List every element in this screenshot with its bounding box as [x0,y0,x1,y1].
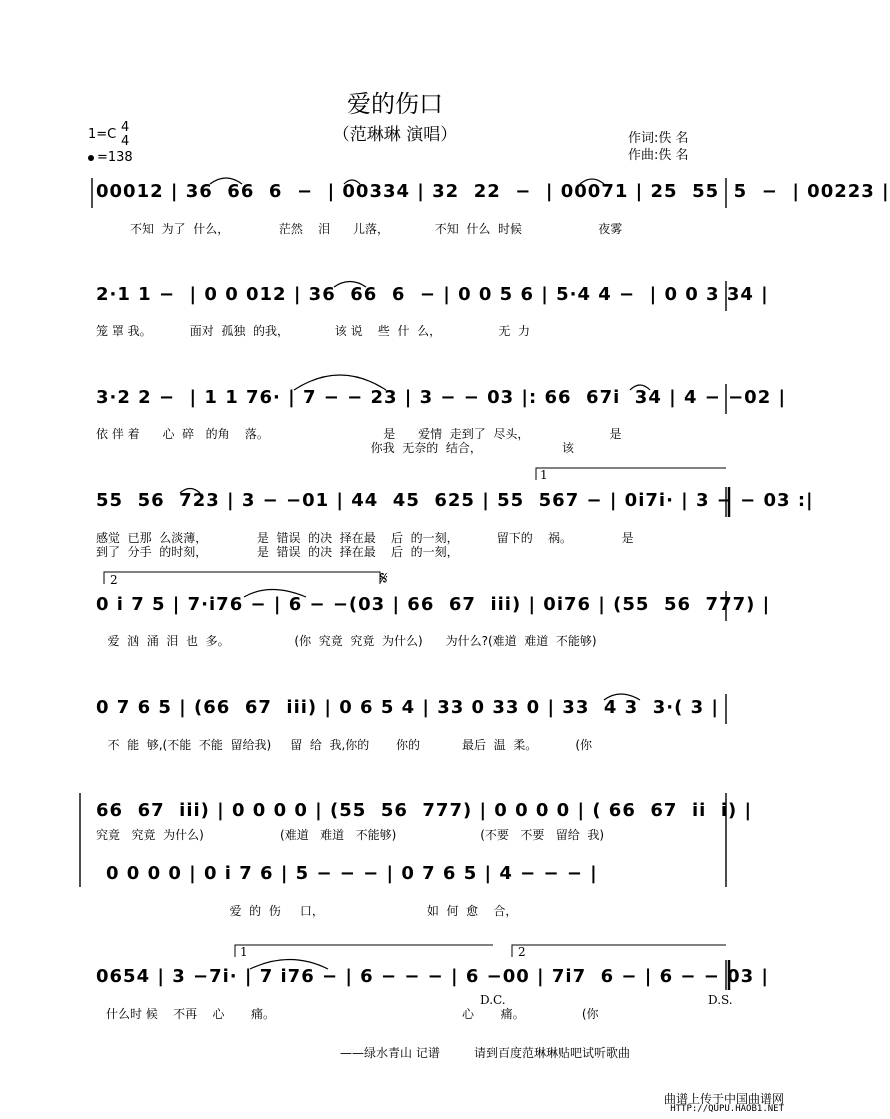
score-row-3-lyrics-verse2: 你我 无奈的 结合， 该 [96,441,575,455]
volta-2-bracket [104,572,380,584]
lyricist-credit: 作词:佚 名 [628,131,689,146]
slur-9 [604,694,640,700]
slur-5 [294,375,386,390]
score-row-5-notes: 0 i 7 5 | 7·i76 − | 6 − −(03 | 66 67 iii) | 0i76 | (55 56 777) | [96,594,771,615]
volta-1b-label: 1 [240,945,248,959]
score-row-4-lyrics-verse2: 到了 分手 的时刻， 是 错误 的决 择在最 后 的一刻， [96,545,459,559]
time-signature-bottom: 4 [121,134,130,149]
score-row-5-lyrics: 爱 汹 涌 泪 也 多。 (你 究竟 究竟 为什么) 为什么?(难道 难道 不能够) [96,634,597,648]
dal-segno-marking: D.S. [708,993,733,1007]
transcriber-credit: ——绿水青山 记谱 [340,1046,440,1060]
watermark-line2: HTTP://QUPU.HAOB1.NET [670,1104,784,1114]
volta-1-bracket [536,468,726,480]
score-row-9-lyrics: 什么时 候 不再 心 痛。 心 痛。 (你 [106,1007,599,1021]
slur-8 [244,590,306,598]
slur-1 [210,178,242,184]
segno-icon: 𝄋 [380,568,388,589]
score-row-8-lyrics: 爱 的 伤 口， 如 何 愈 合， [96,904,518,918]
watermark-line1: 曲谱上传于中国曲谱网 [663,1092,784,1106]
song-subtitle: （范琳琳 演唱） [332,125,458,145]
volta-2b-label: 2 [518,945,526,959]
volta-2-label: 2 [110,573,118,587]
volta-1-label: 1 [540,468,548,482]
composer-credit: 作曲:佚 名 [628,148,689,163]
score-row-3-lyrics-verse1: 依 伴 着 心 碎 的角 落。 是 爱情 走到了 尽头， 是 [96,427,622,441]
slur-4 [334,282,366,288]
score-row-2-notes: 2·1 1 − | 0 0 012 | 36 66 6 − | 0 0 5 6 | 5·4 4 − | 0 0 3 34 | [96,284,769,305]
score-row-4-notes: 55 56 723 | 3 − −01 | 44 45 625 | 55 567 − | 0i7i· | 3 − − 03 :| [96,490,814,511]
tempo-value: =138 [97,150,133,165]
slur-10 [250,960,328,970]
score-row-4-lyrics-verse1: 感觉 已那 么淡薄， 是 错误 的决 择在最 后 的一刻， 留下的 祸。 是 [96,531,634,545]
score-row-7-lyrics: 究竟 究竟 为什么) (难道 难道 不能够) (不要 不要 留给 我) [96,828,605,842]
time-signature-top: 4 [121,120,130,135]
slur-2 [344,180,360,184]
score-row-1-notes: 00012 | 36 66 6 − | 00334 | 32 22 − | 00071 | 25 55 5 − | 00223 | [96,181,890,202]
score-row-7-notes: 66 67 iii) | 0 0 0 0 | (55 56 777) | 0 0 0 0 | ( 66 67 ii i) | [96,800,753,821]
score-row-8-notes: 0 0 0 0 | 0 i 7 6 | 5 − − − | 0 7 6 5 | 4 − − − | [106,863,598,884]
score-row-1-lyrics: 不知 为了 什么， 茫然 泪 儿落， 不知 什么 时候 夜雾 [130,222,623,236]
volta-2b-bracket [512,945,726,957]
volta-1b-bracket [235,945,493,957]
da-capo-marking: D.C. [480,993,506,1007]
score-row-6-notes: 0 7 6 5 | (66 67 iii) | 0 6 5 4 | 33 0 33 0 | 33 4 3 3·( 3 | [96,697,719,718]
score-row-3-notes: 3·2 2 − | 1 1 76· | 7 − − 23 | 3 − − 03 |: 66 67i 34 | 4 − −02 | [96,387,787,408]
slur-3 [580,179,604,184]
score-row-2-lyrics: 笼 罩 我。 面对 孤独 的我， 该 说 些 什 么， 无 力 [96,324,530,338]
slur-6 [630,385,650,390]
score-row-6-lyrics: 不 能 够,(不能 不能 留给我) 留 给 我,你的 你的 最后 温 柔。 (你 [96,738,593,752]
slur-7 [180,489,200,494]
listening-note: 请到百度范琳琳贴吧试听歌曲 [474,1046,631,1060]
song-title: 爱的伤口 [347,90,443,118]
key-signature: 1=C [88,127,117,142]
score-row-9-notes: 0654 | 3 −7i· | 7 i76 − | 6 − − − | 6 −00 | 7i7 6 − | 6 − − 03 | [96,966,770,987]
